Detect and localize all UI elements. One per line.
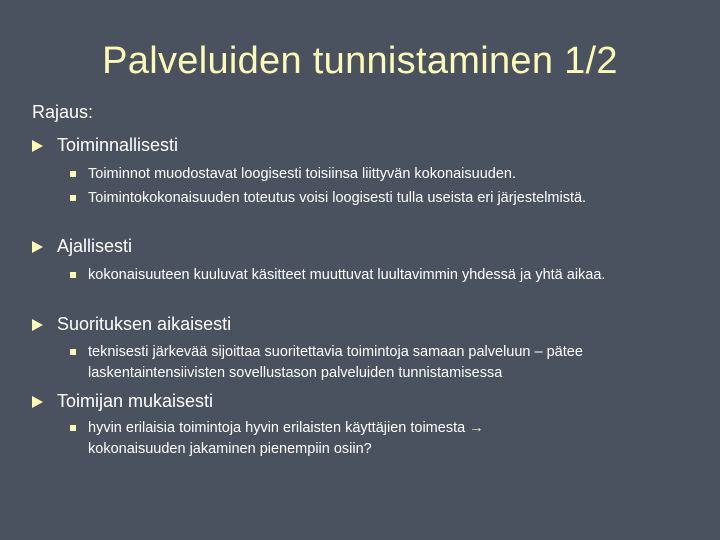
triangle-bullet-icon (32, 241, 43, 253)
square-bullet-icon (70, 171, 76, 177)
bullet-heading: Suorituksen aikaisesti (57, 314, 232, 334)
sub-bullet (70, 342, 690, 384)
sub-bullet-lead: hyvin erilaisia toimintoja hyvin erilaisten käyttäjien toimesta (88, 420, 466, 436)
sub-bullet (70, 188, 690, 209)
triangle-bullet-icon (32, 396, 43, 408)
bullet-heading: Ajallisesti (57, 236, 133, 256)
bullet-ajallisesti (32, 236, 132, 257)
bullet-toiminnallisesti (32, 135, 178, 156)
square-bullet-icon (70, 349, 76, 355)
sub-bullet (70, 164, 690, 185)
triangle-bullet-icon (32, 319, 43, 331)
sub-bullet-text: teknisesti järkevää sijoittaa suoritettavia toimintoja samaan palveluun – pätee laskentaintensiivisten sovellustason palveluiden tunnistamisessa (88, 344, 583, 381)
slide-title: Palveluiden tunnistaminen 1/2 (102, 40, 618, 82)
square-bullet-icon (70, 272, 76, 278)
bullet-heading: Toimijan mukaisesti (57, 391, 214, 411)
bullet-heading: Toiminnallisesti (57, 135, 179, 155)
sub-bullet-text: Toiminnot muodostavat loogisesti toisiinsa liittyvän kokonaisuuden. (88, 166, 516, 182)
triangle-bullet-icon (32, 140, 43, 152)
sub-bullet (70, 418, 690, 460)
bullet-toimijan-mukaisesti (32, 391, 213, 412)
sub-bullet-tail: kokonaisuuden jakaminen pienempiin osiin? (88, 441, 372, 457)
right-arrow-icon: → (469, 420, 484, 436)
intro-label: Rajaus: (32, 102, 94, 122)
sub-bullet-text: kokonaisuuteen kuuluvat käsitteet muuttuvat luultavimmin yhdessä ja yhtä aikaa. (88, 267, 606, 283)
sub-bullet (70, 265, 690, 286)
sub-bullet-text: Toimintokokonaisuuden toteutus voisi loogisesti tulla useista eri järjestelmistä. (88, 190, 587, 206)
square-bullet-icon (70, 425, 76, 431)
bullet-suorituksen-aikaisesti (32, 314, 231, 335)
square-bullet-icon (70, 195, 76, 201)
sub-bullet-text (88, 418, 690, 460)
